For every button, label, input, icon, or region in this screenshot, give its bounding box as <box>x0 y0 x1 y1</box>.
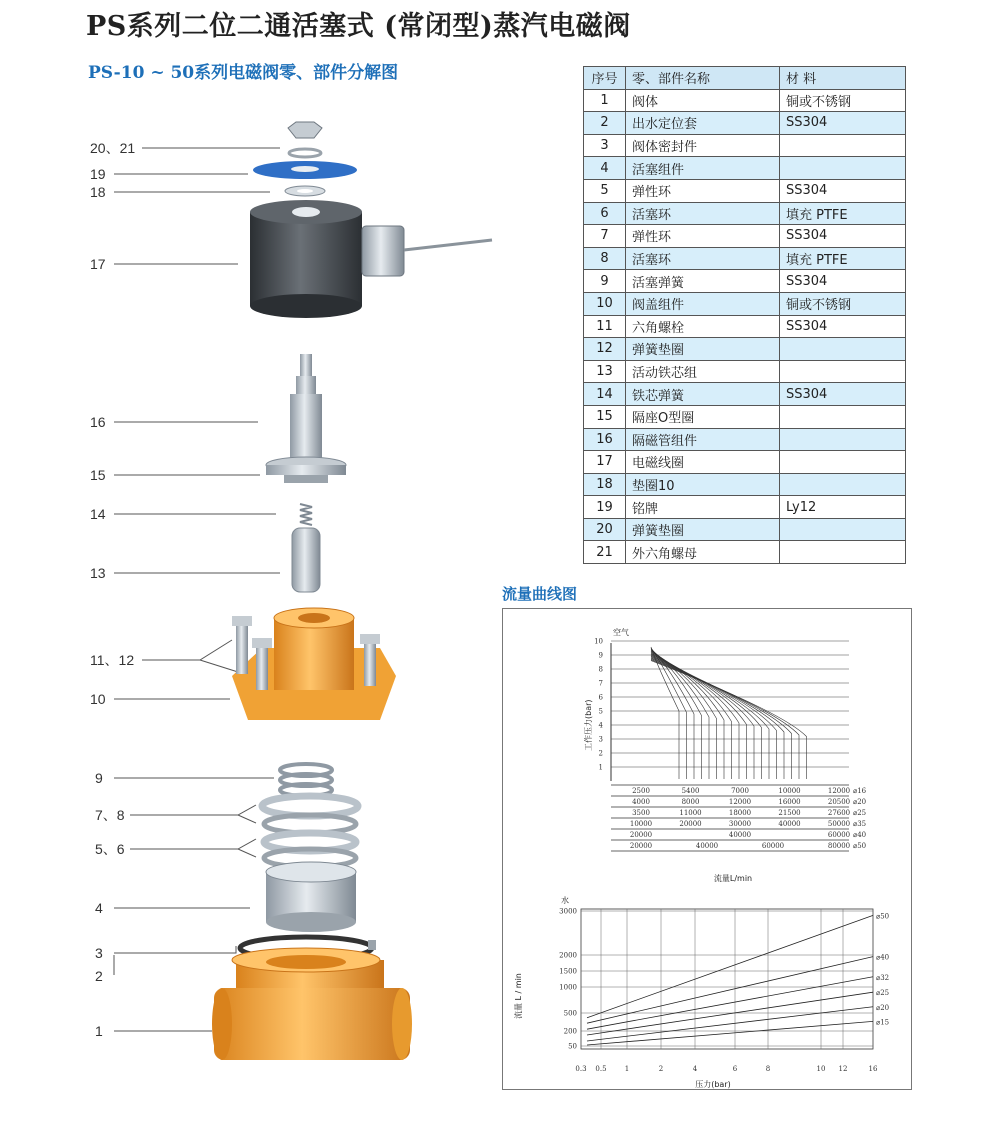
row-name: 弹簧垫圈 <box>626 518 780 541</box>
air-size-label: ⌀20 <box>853 798 867 806</box>
label-18: 18 <box>90 184 106 200</box>
row-no: 11 <box>584 315 626 338</box>
table-row <box>584 405 906 428</box>
row-name: 隔座O型圈 <box>626 405 780 428</box>
row-material <box>780 405 906 428</box>
header-name: 零、部件名称 <box>626 67 780 90</box>
air-flow-value: 8000 <box>681 798 700 806</box>
air-y-tick: 3 <box>598 735 603 744</box>
row-no: 19 <box>584 496 626 519</box>
flow-charts <box>503 609 911 1089</box>
water-y-label: 流量 L / min <box>514 973 523 1019</box>
water-y-tick: 2000 <box>559 951 577 960</box>
row-no: 7 <box>584 225 626 248</box>
table-row <box>584 112 906 135</box>
table-row <box>584 134 906 157</box>
row-material <box>780 451 906 474</box>
row-no: 15 <box>584 405 626 428</box>
air-flow-value: 30000 <box>728 820 752 828</box>
row-material: 铜或不锈钢 <box>780 89 906 112</box>
coil-part <box>250 200 492 318</box>
label-13: 13 <box>90 565 106 581</box>
header-material: 材 料 <box>780 67 906 90</box>
air-flow-value: 7000 <box>731 787 749 795</box>
air-flow-value: 40000 <box>778 820 801 828</box>
row-name: 弹性环 <box>626 179 780 202</box>
air-y-tick: 2 <box>598 749 603 758</box>
air-flow-value: 40000 <box>728 831 752 839</box>
air-flow-value: 18000 <box>728 809 752 817</box>
moving-core-part <box>292 528 320 592</box>
air-flow-value: 27600 <box>827 809 851 817</box>
row-material: SS304 <box>780 270 906 293</box>
water-y-tick: 3000 <box>559 907 577 916</box>
table-row <box>584 383 906 406</box>
air-y-label: 工作压力(bar) <box>584 699 593 751</box>
row-no: 1 <box>584 89 626 112</box>
air-flow-value: 5400 <box>681 787 700 795</box>
water-y-tick: 50 <box>568 1042 577 1051</box>
water-y-tick: 1000 <box>559 983 577 992</box>
air-flow-value: 21500 <box>778 809 801 817</box>
air-flow-value: 2500 <box>632 787 650 795</box>
row-name: 活动铁芯组 <box>626 360 780 383</box>
air-flow-value: 10000 <box>629 820 653 828</box>
air-curve <box>651 654 747 779</box>
label-16: 16 <box>90 414 106 430</box>
table-row <box>584 202 906 225</box>
air-y-tick: 7 <box>598 679 603 688</box>
row-name: 阀盖组件 <box>626 292 780 315</box>
table-row <box>584 496 906 519</box>
air-curve <box>651 656 762 779</box>
air-flow-value: 20000 <box>629 831 653 839</box>
air-y-tick: 1 <box>598 763 603 772</box>
air-size-label: ⌀16 <box>853 787 867 795</box>
water-x-tick: 0.3 <box>575 1065 587 1073</box>
part-label-texts <box>90 140 135 1039</box>
row-material <box>780 473 906 496</box>
air-curve <box>651 658 784 779</box>
air-flow-value: 3500 <box>632 809 650 817</box>
label-5-6: 5、6 <box>95 841 125 857</box>
row-name: 隔磁管组件 <box>626 428 780 451</box>
row-material <box>780 157 906 180</box>
table-row <box>584 225 906 248</box>
water-x-tick: 4 <box>692 1065 698 1073</box>
air-curve <box>651 653 739 779</box>
row-name: 活塞环 <box>626 247 780 270</box>
valve-body-part <box>212 948 412 1060</box>
row-no: 5 <box>584 179 626 202</box>
label-1: 1 <box>95 1023 103 1039</box>
row-no: 20 <box>584 518 626 541</box>
water-series-label: ⌀25 <box>876 989 890 998</box>
water-series-label: ⌀50 <box>876 912 890 921</box>
water-series-label: ⌀15 <box>876 1018 890 1027</box>
row-no: 8 <box>584 247 626 270</box>
table-row <box>584 360 906 383</box>
label-15: 15 <box>90 467 106 483</box>
row-no: 18 <box>584 473 626 496</box>
water-x-tick: 16 <box>868 1065 878 1073</box>
row-material: SS304 <box>780 383 906 406</box>
label-19: 19 <box>90 166 106 182</box>
label-2: 2 <box>95 968 103 984</box>
piston-rings-part <box>262 796 358 867</box>
air-curve <box>651 657 769 779</box>
water-x-tick: 6 <box>732 1065 738 1073</box>
air-chart-title: 空气 <box>613 628 629 637</box>
label-10: 10 <box>90 691 106 707</box>
label-20-21: 20、21 <box>90 140 136 156</box>
row-no: 10 <box>584 292 626 315</box>
row-no: 13 <box>584 360 626 383</box>
row-name: 铭牌 <box>626 496 780 519</box>
air-flow-value: 60000 <box>761 842 785 850</box>
table-row <box>584 315 906 338</box>
air-y-tick: 8 <box>598 665 603 674</box>
table-row <box>584 428 906 451</box>
row-material <box>780 541 906 564</box>
row-no: 4 <box>584 157 626 180</box>
row-name: 阀体密封件 <box>626 134 780 157</box>
row-material: SS304 <box>780 225 906 248</box>
label-9: 9 <box>95 770 103 786</box>
table-row <box>584 541 906 564</box>
table-row <box>584 338 906 361</box>
air-flow-value: 40000 <box>695 842 719 850</box>
air-y-tick: 4 <box>598 721 603 730</box>
row-material <box>780 338 906 361</box>
water-y-tick: 200 <box>563 1027 577 1036</box>
table-row <box>584 473 906 496</box>
row-material <box>780 360 906 383</box>
water-x-tick: 10 <box>816 1065 826 1073</box>
table-row <box>584 89 906 112</box>
water-series-line <box>587 1007 873 1041</box>
water-x-label: 压力(bar) <box>695 1080 731 1089</box>
row-no: 12 <box>584 338 626 361</box>
label-17: 17 <box>90 256 106 272</box>
piston-part <box>266 862 356 932</box>
water-x-tick: 0.5 <box>595 1065 607 1073</box>
air-flow-value: 4000 <box>632 798 650 806</box>
air-flow-value: 20000 <box>629 842 653 850</box>
water-series-label: ⌀40 <box>876 953 890 962</box>
header-no: 序号 <box>584 67 626 90</box>
row-material <box>780 428 906 451</box>
air-flow-value: 20000 <box>679 820 702 828</box>
row-no: 21 <box>584 541 626 564</box>
air-curve <box>651 657 777 779</box>
air-y-tick: 10 <box>594 637 603 646</box>
row-no: 17 <box>584 451 626 474</box>
diagram-subtitle: PS-10 ~ 50系列电磁阀零、部件分解图 <box>88 63 399 83</box>
piston-spring-part <box>280 764 332 796</box>
table-row <box>584 270 906 293</box>
water-x-tick: 8 <box>765 1065 771 1073</box>
parts-table-header <box>584 67 906 90</box>
row-name: 弹簧垫圈 <box>626 338 780 361</box>
row-no: 6 <box>584 202 626 225</box>
table-row <box>584 157 906 180</box>
row-name: 出水定位套 <box>626 112 780 135</box>
row-name: 阀体 <box>626 89 780 112</box>
row-material: 填充 PTFE <box>780 247 906 270</box>
water-series-line <box>587 977 873 1029</box>
label-11-12: 11、12 <box>90 652 135 668</box>
row-name: 电磁线圈 <box>626 451 780 474</box>
row-name: 活塞组件 <box>626 157 780 180</box>
row-material: SS304 <box>780 315 906 338</box>
page-title: PS系列二位二通活塞式 (常闭型)蒸汽电磁阀 <box>86 11 631 42</box>
core-spring-part <box>300 504 312 525</box>
row-material <box>780 134 906 157</box>
row-no: 3 <box>584 134 626 157</box>
row-name: 活塞弹簧 <box>626 270 780 293</box>
bonnet-part <box>232 608 396 720</box>
row-no: 14 <box>584 383 626 406</box>
water-chart-title: 水 <box>561 896 569 905</box>
air-x-label: 流量L/min <box>713 874 753 883</box>
row-name: 铁芯弹簧 <box>626 383 780 406</box>
row-material: Ly12 <box>780 496 906 519</box>
air-flow-value: 12000 <box>728 798 752 806</box>
air-curve <box>651 661 807 779</box>
air-flow-value: 80000 <box>827 842 851 850</box>
air-y-tick: 9 <box>598 651 603 660</box>
row-no: 16 <box>584 428 626 451</box>
water-x-tick: 12 <box>838 1065 848 1073</box>
air-flow-value: 50000 <box>827 820 851 828</box>
row-name: 垫圈10 <box>626 473 780 496</box>
air-flow-value: 16000 <box>778 798 801 806</box>
row-material: SS304 <box>780 112 906 135</box>
label-4: 4 <box>95 900 103 916</box>
air-y-tick: 6 <box>598 693 603 702</box>
air-flow-value: 20500 <box>827 798 851 806</box>
air-y-tick: 5 <box>598 707 603 716</box>
table-row <box>584 247 906 270</box>
air-curve <box>651 651 717 779</box>
row-material <box>780 518 906 541</box>
air-curve <box>651 652 724 779</box>
air-flow-value: 60000 <box>827 831 851 839</box>
label-14: 14 <box>90 506 106 522</box>
air-flow-value: 11000 <box>679 809 702 817</box>
row-name: 弹性环 <box>626 225 780 248</box>
water-plot-frame <box>581 909 873 1049</box>
air-flow-value: 12000 <box>827 787 851 795</box>
water-y-tick: 1500 <box>559 967 577 976</box>
row-no: 2 <box>584 112 626 135</box>
table-row <box>584 451 906 474</box>
flow-chart-box <box>502 608 912 1090</box>
water-y-tick: 500 <box>563 1009 577 1018</box>
air-curve <box>651 653 732 779</box>
row-name: 外六角螺母 <box>626 541 780 564</box>
row-material: 铜或不锈钢 <box>780 292 906 315</box>
water-series-label: ⌀20 <box>876 1003 890 1012</box>
hex-nut-part <box>288 122 322 157</box>
parts-table <box>583 66 906 564</box>
row-material: SS304 <box>780 179 906 202</box>
armature-tube-part <box>266 354 346 483</box>
table-row <box>584 179 906 202</box>
table-row <box>584 518 906 541</box>
air-size-label: ⌀50 <box>853 842 867 850</box>
air-flow-value: 10000 <box>778 787 801 795</box>
table-row <box>584 292 906 315</box>
air-size-label: ⌀40 <box>853 831 867 839</box>
air-size-label: ⌀25 <box>853 809 867 817</box>
label-3: 3 <box>95 945 103 961</box>
water-series-label: ⌀32 <box>876 973 890 982</box>
water-series-line <box>587 1021 873 1045</box>
label-7-8: 7、8 <box>95 807 125 823</box>
exploded-diagram <box>0 0 500 1121</box>
row-no: 9 <box>584 270 626 293</box>
water-x-tick: 1 <box>624 1065 630 1073</box>
flow-section-title: 流量曲线图 <box>502 585 578 603</box>
row-material: 填充 PTFE <box>780 202 906 225</box>
row-name: 活塞环 <box>626 202 780 225</box>
water-x-tick: 2 <box>658 1065 664 1073</box>
row-name: 六角螺栓 <box>626 315 780 338</box>
air-size-label: ⌀35 <box>853 820 867 828</box>
